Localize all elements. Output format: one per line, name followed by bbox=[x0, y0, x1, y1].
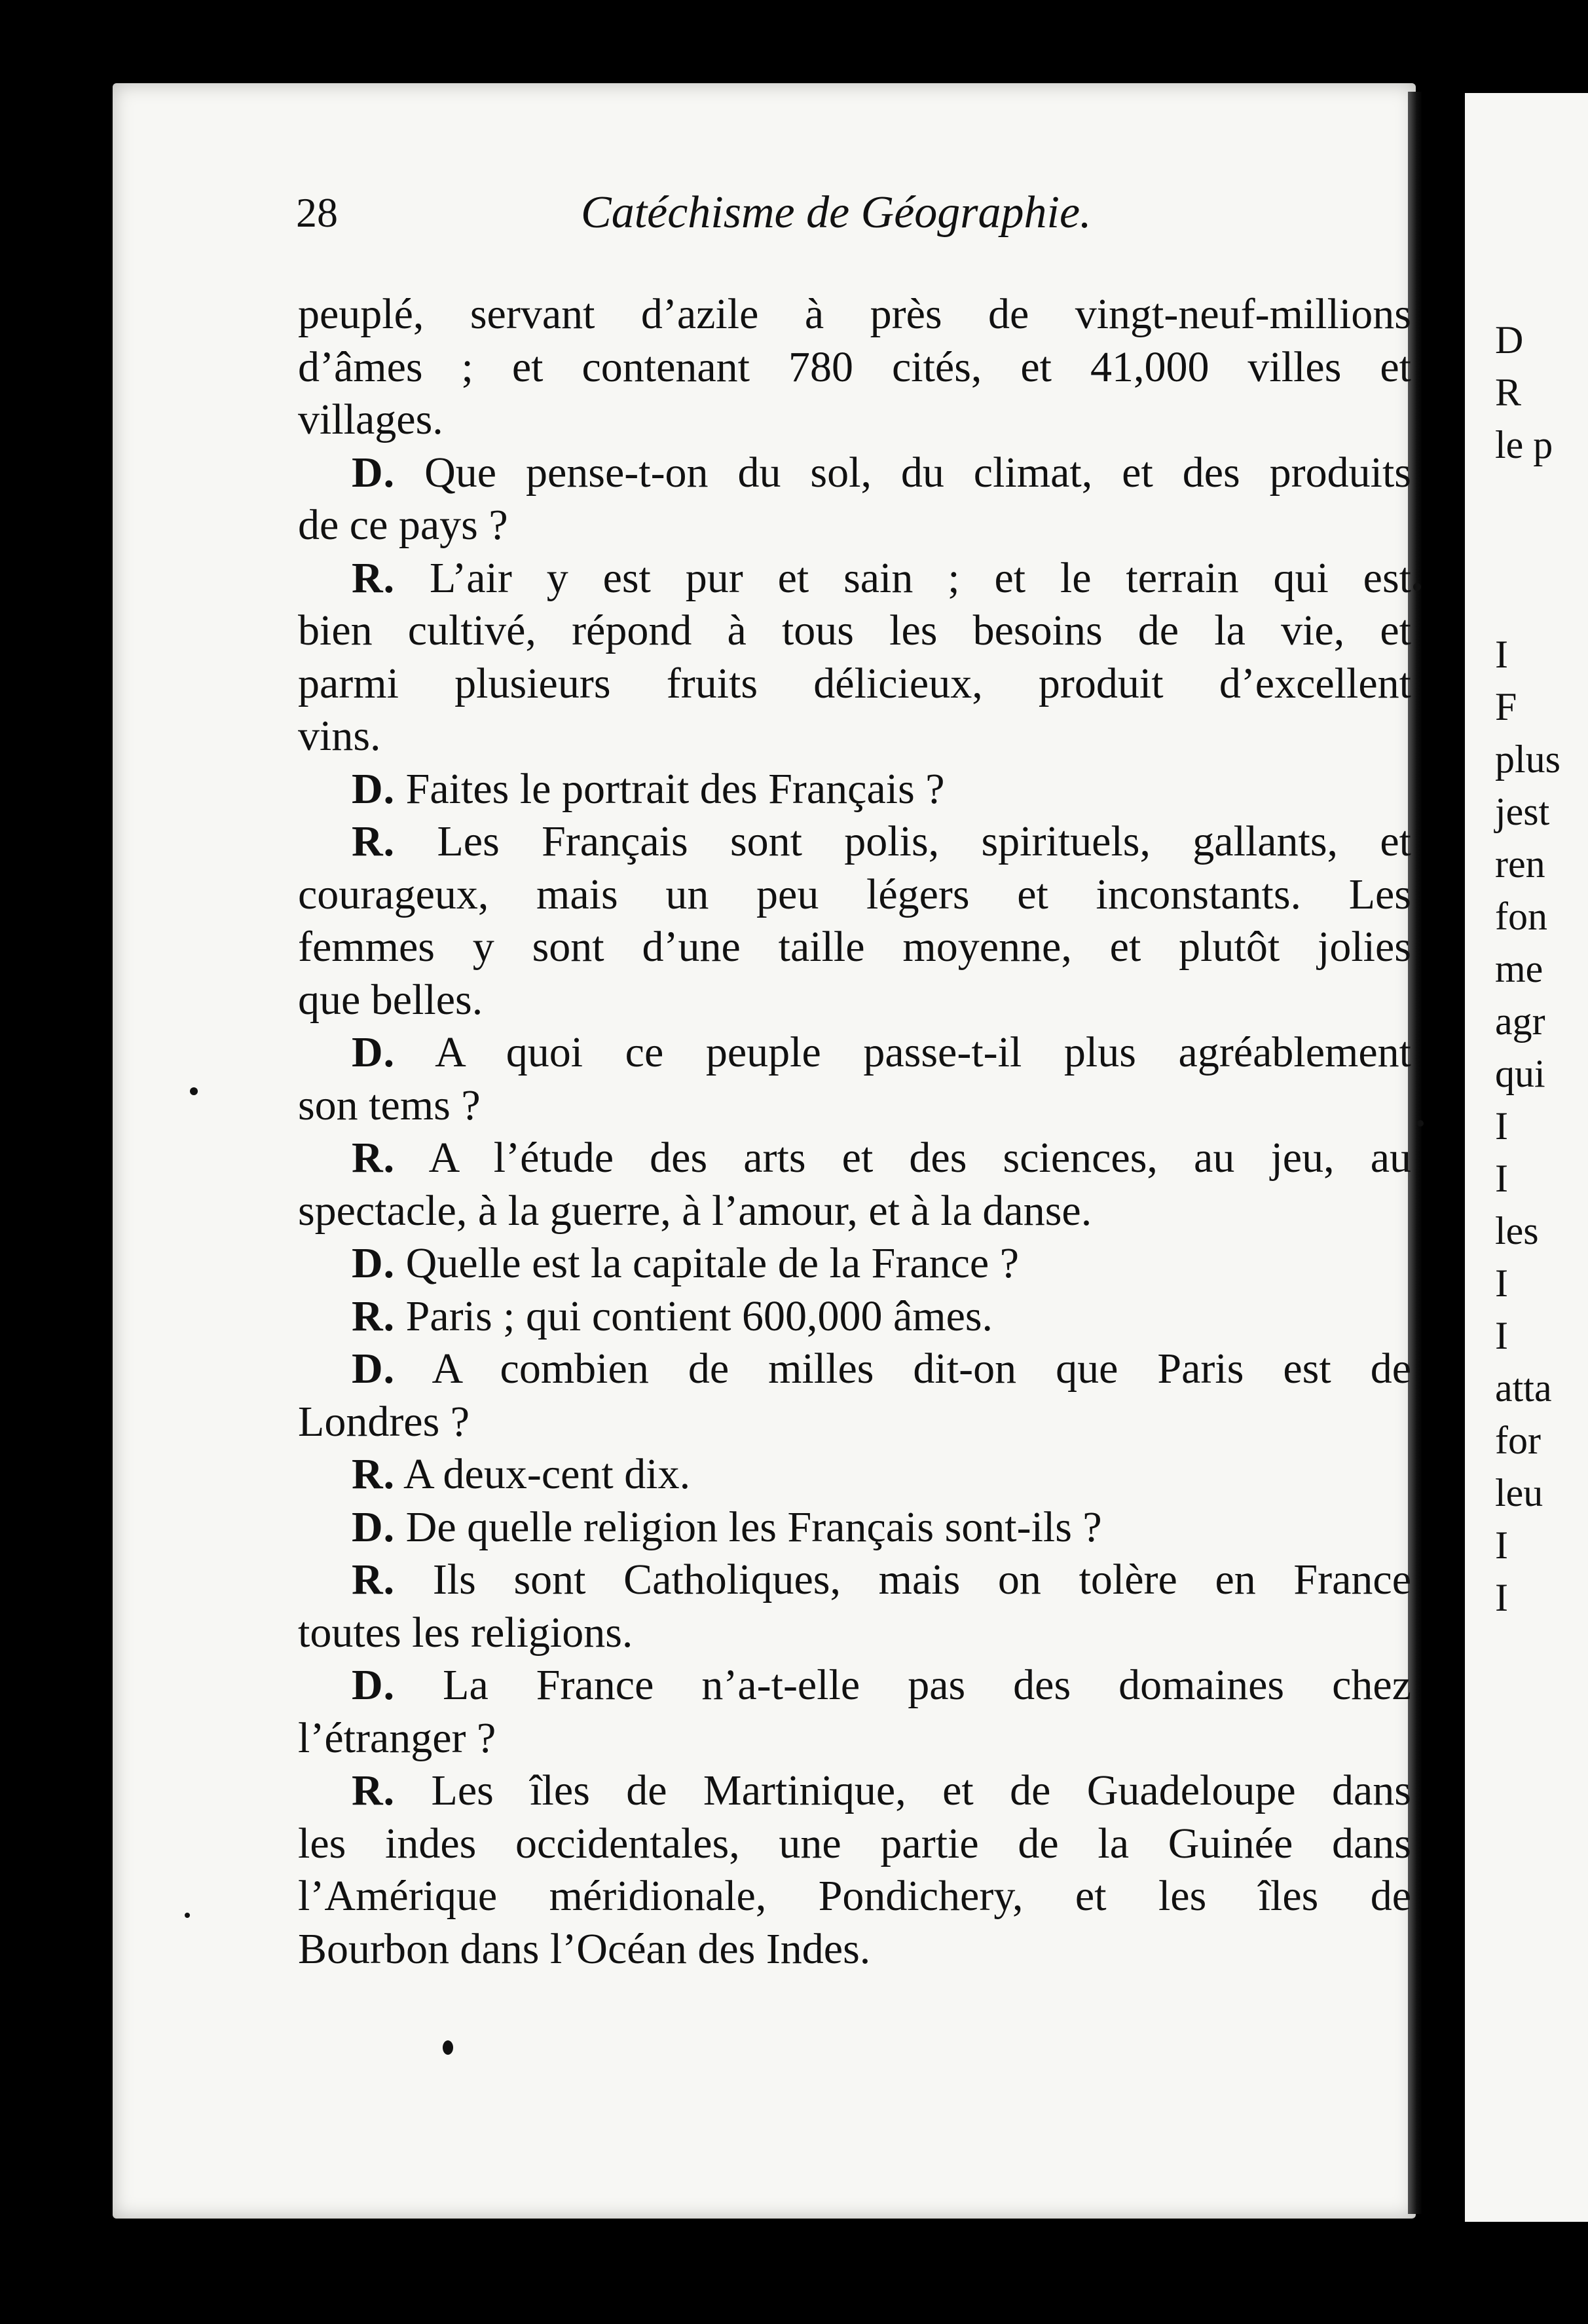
ink-speck bbox=[1413, 583, 1421, 591]
text-line bbox=[298, 499, 1411, 552]
line-text: vins. bbox=[298, 712, 381, 760]
facing-page-text: qui bbox=[1495, 1052, 1545, 1095]
speaker-label: R. bbox=[352, 1767, 396, 1814]
text-line bbox=[298, 1185, 1411, 1238]
speaker-label: D. bbox=[352, 1239, 396, 1287]
text-line bbox=[298, 1237, 1411, 1290]
ink-speck bbox=[1417, 1120, 1424, 1127]
speaker-label: R. bbox=[352, 817, 396, 865]
facing-page-text: I bbox=[1495, 1524, 1508, 1567]
text-line bbox=[298, 710, 1411, 763]
ink-speck bbox=[443, 2040, 453, 2055]
line-text: de ce pays ? bbox=[298, 501, 508, 549]
text-line bbox=[298, 1659, 1411, 1712]
text-line bbox=[298, 1554, 1411, 1607]
ink-speck bbox=[185, 1913, 190, 1918]
facing-page-text: I bbox=[1495, 1314, 1508, 1357]
text-line bbox=[298, 1765, 1411, 1818]
speaker-label: R. bbox=[352, 1292, 396, 1340]
text-line bbox=[298, 1923, 1411, 1976]
facing-page-text: plus bbox=[1495, 738, 1561, 781]
line-text: A deux-cent dix. bbox=[395, 1450, 691, 1498]
text-line bbox=[298, 341, 1411, 394]
line-text: La France n’a-t-elle pas des domaines chez bbox=[395, 1661, 1411, 1709]
line-text: toutes les religions. bbox=[298, 1608, 633, 1657]
text-line bbox=[298, 394, 1411, 447]
speaker-label: D. bbox=[352, 764, 396, 813]
line-text: Les îles de Martinique, et de Guadeloupe dans bbox=[395, 1767, 1411, 1814]
facing-page-text: I bbox=[1495, 1576, 1508, 1619]
text-line bbox=[298, 1818, 1411, 1871]
facing-page-text: I bbox=[1495, 1262, 1508, 1305]
text-line bbox=[298, 447, 1411, 500]
page-number: 28 bbox=[296, 189, 338, 236]
text-line bbox=[298, 921, 1411, 974]
facing-page-text: I bbox=[1495, 633, 1508, 676]
line-text: spectacle, à la guerre, à l’amour, et à la danse. bbox=[298, 1186, 1092, 1235]
line-text: Bourbon dans l’Océan des Indes. bbox=[298, 1924, 871, 1973]
line-text: peuplé, servant d’azile à près de vingt-neuf-millions bbox=[298, 290, 1411, 338]
text-line bbox=[298, 658, 1411, 711]
speaker-label: D. bbox=[352, 1345, 396, 1393]
text-line bbox=[298, 1501, 1411, 1554]
line-text: Londres ? bbox=[298, 1397, 470, 1446]
facing-page-text: le p bbox=[1495, 423, 1553, 466]
facing-page-text: fon bbox=[1495, 895, 1547, 938]
facing-page-text: ren bbox=[1495, 842, 1545, 886]
facing-page-text: F bbox=[1495, 685, 1517, 728]
line-text: Paris ; qui contient 600,000 âmes. bbox=[395, 1292, 993, 1340]
speaker-label: R. bbox=[352, 553, 396, 602]
text-line bbox=[298, 869, 1411, 922]
line-text: L’air y est pur et sain ; et le terrain qui est bbox=[395, 553, 1411, 602]
line-text: Quelle est la capitale de la France ? bbox=[395, 1239, 1020, 1287]
line-text: que belles. bbox=[298, 975, 483, 1024]
line-text: Ils sont Catholiques, mais on tolère en France bbox=[395, 1556, 1411, 1603]
speaker-label: D. bbox=[352, 1661, 396, 1709]
speaker-label: R. bbox=[352, 1556, 396, 1603]
speaker-label: D. bbox=[352, 1028, 396, 1076]
facing-page-text: jest bbox=[1495, 790, 1550, 833]
line-text: l’étranger ? bbox=[298, 1714, 496, 1762]
body-text bbox=[298, 288, 1411, 1976]
facing-page-text: agr bbox=[1495, 1000, 1545, 1043]
facing-page-text: I bbox=[1495, 1157, 1508, 1200]
text-line bbox=[298, 763, 1411, 816]
text-line bbox=[298, 1132, 1411, 1185]
facing-page-text: me bbox=[1495, 947, 1543, 990]
text-line bbox=[298, 552, 1411, 605]
facing-page-text: leu bbox=[1495, 1471, 1543, 1514]
text-line bbox=[298, 1026, 1411, 1079]
text-line bbox=[298, 1448, 1411, 1501]
text-line bbox=[298, 1343, 1411, 1396]
line-text: villages. bbox=[298, 396, 443, 443]
line-text: bien cultivé, répond à tous les besoins de la vie, et bbox=[298, 607, 1411, 654]
line-text: l’Amérique méridionale, Pondichery, et les îles de bbox=[298, 1872, 1411, 1920]
text-line bbox=[298, 1290, 1411, 1343]
line-text: d’âmes ; et contenant 780 cités, et 41,000 villes et bbox=[298, 343, 1411, 391]
facing-page-text: D bbox=[1495, 318, 1524, 362]
line-text: son tems ? bbox=[298, 1081, 481, 1129]
running-head bbox=[296, 187, 1409, 252]
text-line bbox=[298, 974, 1411, 1027]
line-text: Faites le portrait des Français ? bbox=[395, 764, 945, 813]
text-line bbox=[298, 815, 1411, 869]
speaker-label: D. bbox=[352, 448, 396, 497]
text-line bbox=[298, 1079, 1411, 1133]
speaker-label: D. bbox=[352, 1503, 396, 1551]
facing-page-text: I bbox=[1495, 1104, 1508, 1148]
line-text: courageux, mais un peu légers et inconstants. Les bbox=[298, 870, 1411, 918]
text-line bbox=[298, 1396, 1411, 1449]
text-line bbox=[298, 1870, 1411, 1923]
text-line bbox=[298, 1712, 1411, 1765]
speaker-label: R. bbox=[352, 1134, 396, 1182]
running-title: Catéchisme de Géographie. bbox=[581, 187, 1092, 238]
facing-page-text: atta bbox=[1495, 1366, 1552, 1410]
line-text: De quelle religion les Français sont-ils ? bbox=[395, 1503, 1102, 1551]
line-text: A quoi ce peuple passe-t-il plus agréablement bbox=[395, 1028, 1411, 1076]
line-text: Que pense-t-on du sol, du climat, et des produits bbox=[395, 448, 1411, 497]
facing-page-fragment bbox=[1465, 93, 1588, 2222]
line-text: les indes occidentales, une partie de la Guinée dans bbox=[298, 1819, 1411, 1867]
facing-page-text: for bbox=[1495, 1419, 1541, 1462]
facing-page-text: les bbox=[1495, 1209, 1539, 1252]
line-text: A l’étude des arts et des sciences, au jeu, au bbox=[395, 1134, 1411, 1182]
line-text: femmes y sont d’une taille moyenne, et plutôt jolies bbox=[298, 923, 1411, 971]
ink-speck bbox=[190, 1087, 198, 1095]
line-text: Les Français sont polis, spirituels, gallants, et bbox=[395, 817, 1411, 865]
facing-page-text: R bbox=[1495, 371, 1522, 414]
text-line bbox=[298, 605, 1411, 658]
speaker-label: R. bbox=[352, 1450, 396, 1498]
line-text: A combien de milles dit-on que Paris est de bbox=[395, 1345, 1411, 1393]
line-text: parmi plusieurs fruits délicieux, produit d’excellent bbox=[298, 659, 1411, 707]
text-line bbox=[298, 288, 1411, 341]
text-line bbox=[298, 1607, 1411, 1660]
